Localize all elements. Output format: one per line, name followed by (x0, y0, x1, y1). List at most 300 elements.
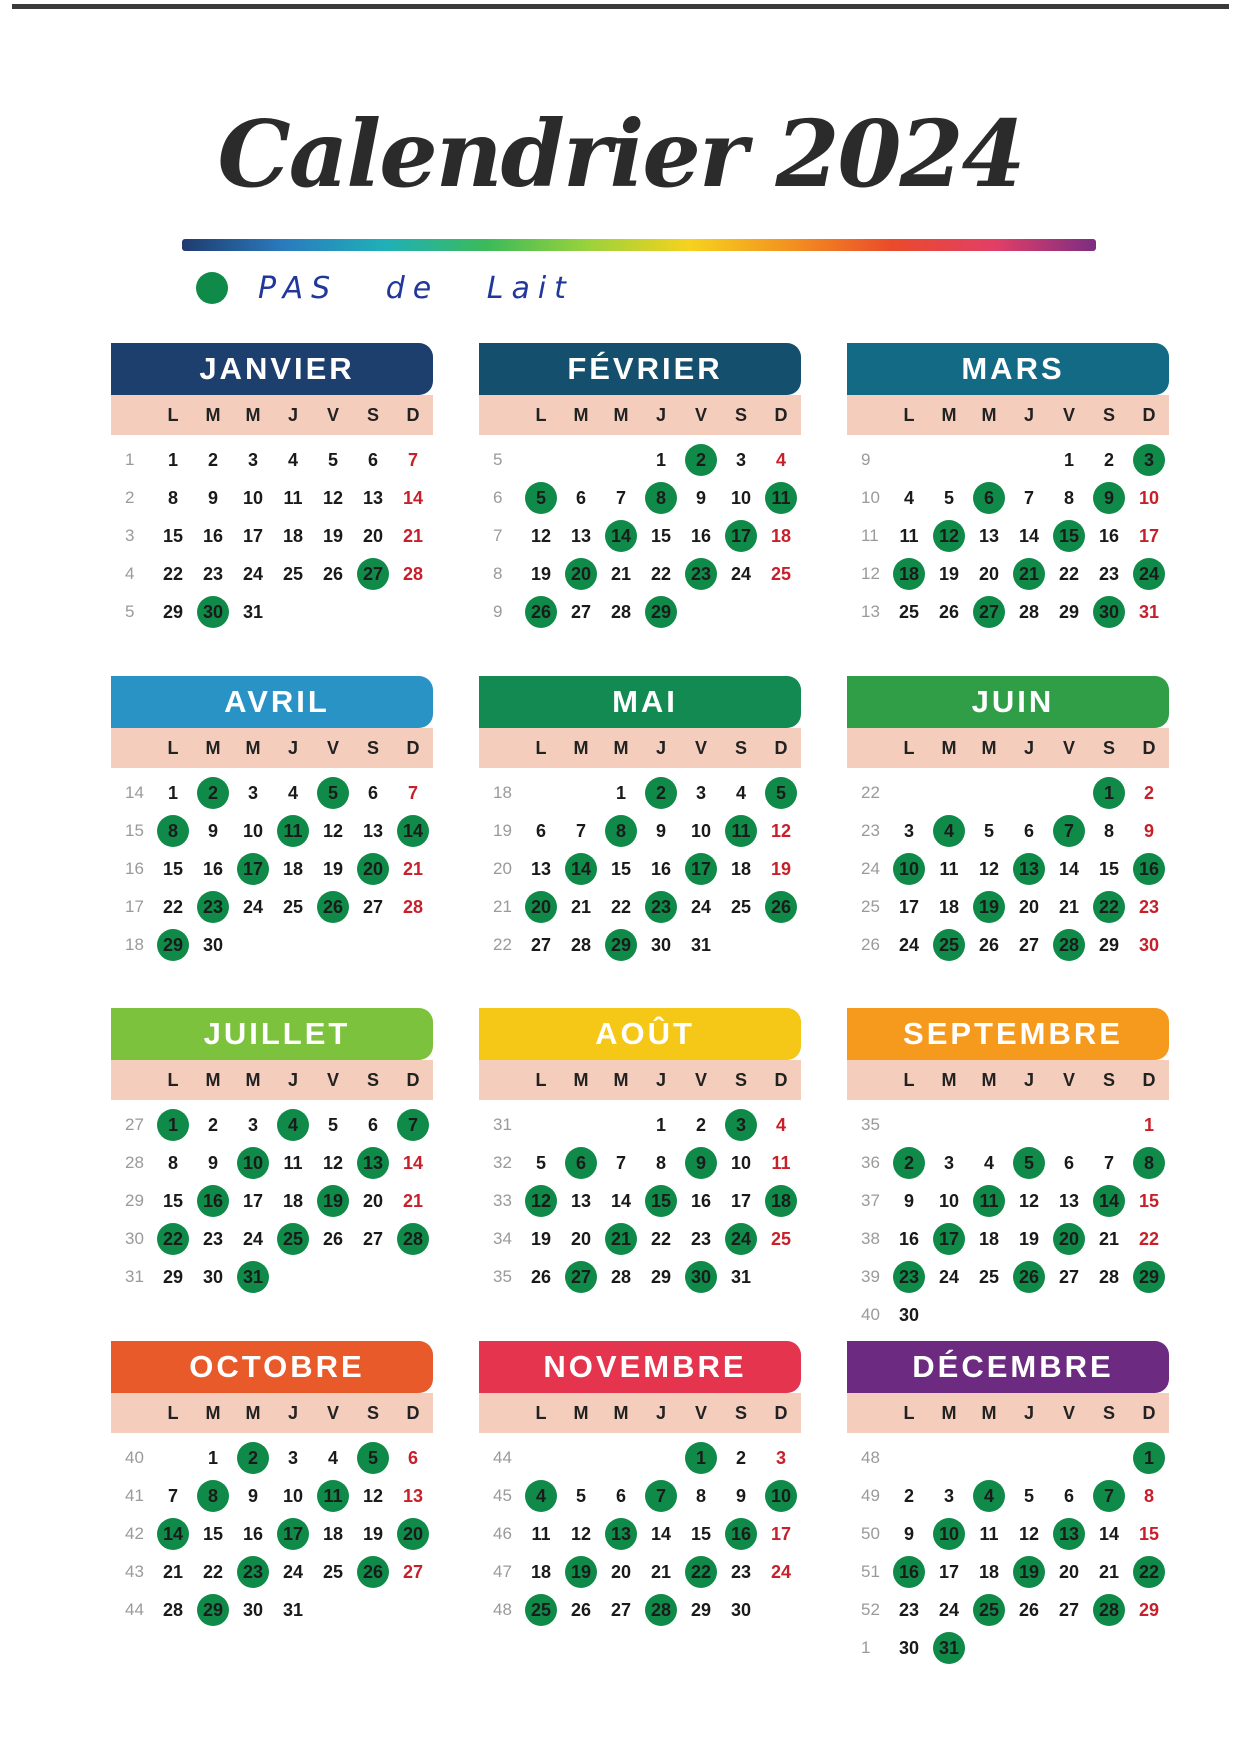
week-number: 46 (493, 1524, 512, 1543)
day-cell (681, 888, 721, 926)
day-number: 11 (979, 1523, 999, 1544)
month-name: JANVIER (111, 343, 433, 395)
day-cell (233, 517, 273, 555)
weekday-label: L (903, 404, 915, 425)
day-marked: 10 (933, 1518, 965, 1550)
day-marked: 6 (973, 482, 1005, 514)
page-title: Calendrier 2024 (217, 100, 1024, 208)
day-cell (1049, 774, 1089, 812)
month-block (479, 1008, 801, 1296)
day-cell (153, 850, 193, 888)
day-cell (1089, 812, 1129, 850)
weekday-label: J (287, 737, 298, 758)
day-cell (1049, 1106, 1089, 1144)
day-cell (721, 517, 761, 555)
weekday-header (479, 395, 801, 435)
day-number: 10 (242, 487, 264, 508)
day-number: 5 (943, 487, 954, 508)
day-number: 7 (615, 487, 626, 508)
day-number: 19 (362, 1523, 384, 1544)
week-row (479, 888, 801, 926)
week-number: 21 (493, 897, 512, 916)
weekday-label: M (981, 404, 997, 425)
day-number: 28 (402, 896, 424, 917)
day-cell (969, 888, 1009, 926)
day-cell (561, 1220, 601, 1258)
week-row (847, 1182, 1169, 1220)
weekday-label: D (1142, 737, 1156, 758)
week-row (479, 555, 801, 593)
day-cell (521, 774, 561, 812)
day-cell (721, 1553, 761, 1591)
day-cell (521, 1144, 561, 1182)
day-marked: 1 (685, 1442, 717, 1474)
day-number: 13 (362, 820, 384, 841)
day-marked: 11 (973, 1185, 1005, 1217)
day-number: 1 (1063, 449, 1074, 470)
week-row (111, 1553, 433, 1591)
day-cell (1089, 517, 1129, 555)
day-number: 4 (903, 487, 914, 508)
day-cell (313, 517, 353, 555)
weekday-label: M (613, 737, 629, 758)
week-row (111, 1106, 433, 1144)
day-cell (1089, 593, 1129, 631)
day-cell (889, 1182, 929, 1220)
day-cell (193, 1477, 233, 1515)
day-cell (1089, 1258, 1129, 1296)
weekday-label: M (981, 737, 997, 758)
day-cell (641, 850, 681, 888)
day-marked: 29 (1133, 1261, 1165, 1293)
day-number: 6 (615, 1485, 626, 1506)
day-cell (641, 1515, 681, 1553)
day-cell (153, 1515, 193, 1553)
week-row (479, 774, 801, 812)
day-cell (521, 1515, 561, 1553)
day-marked: 4 (277, 1109, 309, 1141)
day-cell (681, 774, 721, 812)
month-block (847, 343, 1169, 631)
day-cell (273, 774, 313, 812)
day-number: 9 (207, 487, 218, 508)
day-cell (761, 1439, 801, 1477)
day-number: 4 (775, 449, 786, 470)
day-cell (681, 517, 721, 555)
week-row (479, 441, 801, 479)
week-number: 52 (861, 1600, 880, 1619)
day-number: 26 (530, 1266, 552, 1287)
day-cell (153, 479, 193, 517)
day-cell (929, 850, 969, 888)
day-marked: 5 (525, 482, 557, 514)
day-cell (889, 441, 929, 479)
day-cell (641, 555, 681, 593)
day-cell (313, 1182, 353, 1220)
day-cell (313, 812, 353, 850)
day-cell (761, 479, 801, 517)
weekday-label: L (167, 1069, 179, 1090)
day-number: 10 (690, 820, 712, 841)
week-row (847, 1477, 1169, 1515)
day-cell (193, 850, 233, 888)
day-number: 9 (247, 1485, 258, 1506)
day-marked: 1 (1133, 1442, 1165, 1474)
day-number: 17 (898, 896, 920, 917)
day-number: 23 (898, 1599, 920, 1620)
day-cell (761, 1182, 801, 1220)
day-cell (1009, 1629, 1049, 1667)
day-cell (1049, 1296, 1089, 1334)
day-cell (1009, 1591, 1049, 1629)
week-row (479, 1591, 801, 1629)
month-block (847, 1341, 1169, 1667)
day-cell (313, 1515, 353, 1553)
week-number: 8 (493, 564, 503, 583)
day-number: 3 (247, 449, 258, 470)
day-number: 6 (1023, 820, 1034, 841)
weekday-label: L (167, 404, 179, 425)
day-marked: 3 (1133, 444, 1165, 476)
day-marked: 4 (933, 815, 965, 847)
weekday-label: D (774, 1402, 788, 1423)
day-cell (313, 1258, 353, 1296)
day-marked: 27 (973, 596, 1005, 628)
day-number: 11 (283, 487, 303, 508)
day-number: 18 (978, 1228, 1000, 1249)
day-number: 3 (943, 1485, 954, 1506)
day-number: 8 (167, 487, 178, 508)
day-number: 13 (570, 1190, 592, 1211)
day-cell (721, 1439, 761, 1477)
day-cell (1129, 593, 1169, 631)
day-cell (521, 593, 561, 631)
day-marked: 5 (357, 1442, 389, 1474)
day-cell (969, 441, 1009, 479)
day-cell (1049, 1629, 1089, 1667)
day-number: 7 (615, 1152, 626, 1173)
day-cell (1089, 1515, 1129, 1553)
day-cell (889, 517, 929, 555)
weekday-label: L (535, 404, 547, 425)
day-cell (641, 479, 681, 517)
weekday-label: M (205, 737, 221, 758)
day-cell (889, 1220, 929, 1258)
day-cell (929, 1220, 969, 1258)
month-block (847, 1008, 1169, 1334)
day-cell (153, 441, 193, 479)
day-marked: 6 (565, 1147, 597, 1179)
day-cell (1049, 850, 1089, 888)
day-cell (929, 1258, 969, 1296)
month-name: NOVEMBRE (479, 1341, 801, 1393)
day-number: 27 (362, 896, 384, 917)
day-cell (1009, 1477, 1049, 1515)
day-cell (889, 888, 929, 926)
week-number: 43 (125, 1562, 144, 1581)
day-marked: 1 (1093, 777, 1125, 809)
day-number: 22 (162, 896, 184, 917)
day-cell (313, 774, 353, 812)
day-cell (521, 1220, 561, 1258)
week-row (111, 1144, 433, 1182)
day-number: 21 (570, 896, 592, 917)
week-row (111, 1515, 433, 1553)
week-number: 18 (125, 935, 144, 954)
day-number: 12 (1018, 1523, 1040, 1544)
day-number: 16 (202, 858, 224, 879)
day-cell (681, 555, 721, 593)
day-cell (393, 1439, 433, 1477)
day-marked: 24 (1133, 558, 1165, 590)
day-cell (929, 441, 969, 479)
month-name: MARS (847, 343, 1169, 395)
day-cell (641, 1182, 681, 1220)
day-number: 3 (903, 820, 914, 841)
weekday-label: V (326, 404, 339, 425)
weekday-label: M (245, 737, 261, 758)
day-cell (601, 441, 641, 479)
day-cell (273, 1182, 313, 1220)
day-cell (193, 926, 233, 964)
day-cell (521, 1439, 561, 1477)
day-cell (601, 1591, 641, 1629)
day-marked: 30 (685, 1261, 717, 1293)
day-cell (601, 850, 641, 888)
day-cell (641, 1477, 681, 1515)
day-cell (353, 1220, 393, 1258)
day-cell (969, 1220, 1009, 1258)
day-marked: 22 (1133, 1556, 1165, 1588)
day-cell (153, 1439, 193, 1477)
day-cell (721, 812, 761, 850)
day-marked: 23 (685, 558, 717, 590)
day-marked: 23 (237, 1556, 269, 1588)
day-cell (353, 1477, 393, 1515)
day-cell (353, 1515, 393, 1553)
day-cell (1089, 850, 1129, 888)
day-cell (561, 1106, 601, 1144)
day-cell (521, 1591, 561, 1629)
day-number: 19 (938, 563, 960, 584)
day-marked: 16 (893, 1556, 925, 1588)
day-marked: 7 (397, 1109, 429, 1141)
day-cell (721, 888, 761, 926)
weekday-label: M (573, 737, 589, 758)
day-number: 6 (367, 449, 378, 470)
day-cell (969, 517, 1009, 555)
day-marked: 9 (1093, 482, 1125, 514)
day-marked: 18 (765, 1185, 797, 1217)
week-row (479, 1477, 801, 1515)
day-cell (353, 1553, 393, 1591)
day-cell (929, 555, 969, 593)
day-number: 23 (202, 1228, 224, 1249)
day-cell (681, 441, 721, 479)
day-number: 28 (610, 601, 632, 622)
day-cell (233, 812, 273, 850)
day-cell (521, 517, 561, 555)
day-number: 17 (938, 1561, 960, 1582)
weekday-label: J (655, 737, 666, 758)
day-cell (721, 1515, 761, 1553)
day-number: 30 (898, 1637, 920, 1658)
week-row (479, 1144, 801, 1182)
weekday-label: M (205, 1069, 221, 1090)
week-row (479, 1439, 801, 1477)
day-cell (393, 1515, 433, 1553)
day-cell (929, 479, 969, 517)
day-number: 26 (322, 1228, 344, 1249)
weekday-label: L (903, 737, 915, 758)
day-cell (761, 1144, 801, 1182)
day-cell (353, 850, 393, 888)
week-row (479, 479, 801, 517)
weekday-label: L (535, 1069, 547, 1090)
day-cell (721, 1144, 761, 1182)
weekday-label: L (167, 1402, 179, 1423)
weekday-label: S (1102, 1069, 1115, 1090)
day-marked: 8 (605, 815, 637, 847)
day-marked: 7 (1053, 815, 1085, 847)
day-cell (153, 774, 193, 812)
day-cell (193, 1144, 233, 1182)
day-cell (153, 593, 193, 631)
week-number: 9 (861, 450, 871, 469)
day-number: 1 (167, 449, 178, 470)
day-cell (193, 555, 233, 593)
day-cell (233, 479, 273, 517)
day-cell (1049, 1553, 1089, 1591)
day-number: 19 (770, 858, 792, 879)
weekday-label: M (205, 1402, 221, 1423)
day-number: 10 (730, 487, 752, 508)
day-number: 4 (983, 1152, 994, 1173)
month-block (111, 1341, 433, 1629)
day-cell (353, 1591, 393, 1629)
day-number: 17 (770, 1523, 792, 1544)
weekday-label: M (941, 1402, 957, 1423)
day-number: 29 (162, 1266, 184, 1287)
day-cell (1089, 1144, 1129, 1182)
day-marked: 25 (973, 1594, 1005, 1626)
day-marked: 20 (565, 558, 597, 590)
day-number: 18 (770, 525, 792, 546)
day-cell (193, 1182, 233, 1220)
rainbow-divider (182, 239, 1096, 251)
day-marked: 16 (1133, 853, 1165, 885)
day-number: 20 (362, 1190, 384, 1211)
day-cell (681, 479, 721, 517)
day-cell (353, 1182, 393, 1220)
day-cell (521, 1553, 561, 1591)
week-row (847, 1591, 1169, 1629)
day-marked: 30 (197, 596, 229, 628)
day-cell (601, 517, 641, 555)
month-block (111, 676, 433, 964)
day-cell (521, 1106, 561, 1144)
day-cell (681, 1477, 721, 1515)
day-number: 24 (770, 1561, 792, 1582)
weekday-header (111, 395, 433, 435)
day-number: 26 (322, 563, 344, 584)
day-cell (889, 1258, 929, 1296)
day-cell (353, 517, 393, 555)
day-number: 10 (730, 1152, 752, 1173)
day-cell (521, 850, 561, 888)
week-number: 35 (493, 1267, 512, 1286)
day-number: 9 (735, 1485, 746, 1506)
day-number: 30 (202, 1266, 224, 1287)
week-row (847, 1515, 1169, 1553)
weekday-label: L (903, 1402, 915, 1423)
day-number: 14 (1018, 525, 1040, 546)
day-marked: 23 (645, 891, 677, 923)
day-cell (153, 888, 193, 926)
day-number: 1 (655, 449, 666, 470)
week-number: 48 (493, 1600, 512, 1619)
day-cell (561, 1477, 601, 1515)
day-number: 13 (362, 487, 384, 508)
day-number: 27 (530, 934, 552, 955)
day-number: 20 (978, 563, 1000, 584)
day-number: 21 (402, 858, 424, 879)
day-cell (193, 812, 233, 850)
day-cell (681, 1553, 721, 1591)
day-number: 28 (162, 1599, 184, 1620)
day-cell (641, 1144, 681, 1182)
day-cell (681, 1591, 721, 1629)
week-row (111, 888, 433, 926)
day-number: 14 (402, 1152, 424, 1173)
day-number: 3 (775, 1447, 786, 1468)
day-marked: 2 (893, 1147, 925, 1179)
weekday-header (479, 1393, 801, 1433)
day-cell (1049, 479, 1089, 517)
top-border-line (12, 4, 1229, 9)
day-number: 7 (575, 820, 586, 841)
day-number: 23 (202, 563, 224, 584)
day-marked: 17 (933, 1223, 965, 1255)
day-marked: 16 (725, 1518, 757, 1550)
day-number: 13 (1058, 1190, 1080, 1211)
week-number: 50 (861, 1524, 880, 1543)
day-number: 18 (730, 858, 752, 879)
day-cell (969, 1258, 1009, 1296)
day-cell (969, 1477, 1009, 1515)
weekday-label: V (694, 737, 707, 758)
day-cell (393, 517, 433, 555)
day-cell (1049, 555, 1089, 593)
weekday-label: S (366, 404, 379, 425)
weekday-label: M (941, 1069, 957, 1090)
week-number: 33 (493, 1191, 512, 1210)
week-number: 15 (125, 821, 144, 840)
day-marked: 19 (565, 1556, 597, 1588)
week-number: 47 (493, 1562, 512, 1581)
day-cell (393, 1553, 433, 1591)
week-number: 17 (125, 897, 144, 916)
day-number: 20 (610, 1561, 632, 1582)
weekday-label: J (655, 1069, 666, 1090)
month-name: JUILLET (111, 1008, 433, 1060)
day-cell (969, 1515, 1009, 1553)
day-number: 18 (282, 1190, 304, 1211)
weekday-label: M (573, 404, 589, 425)
day-cell (721, 926, 761, 964)
day-cell (313, 479, 353, 517)
day-number: 25 (978, 1266, 1000, 1287)
